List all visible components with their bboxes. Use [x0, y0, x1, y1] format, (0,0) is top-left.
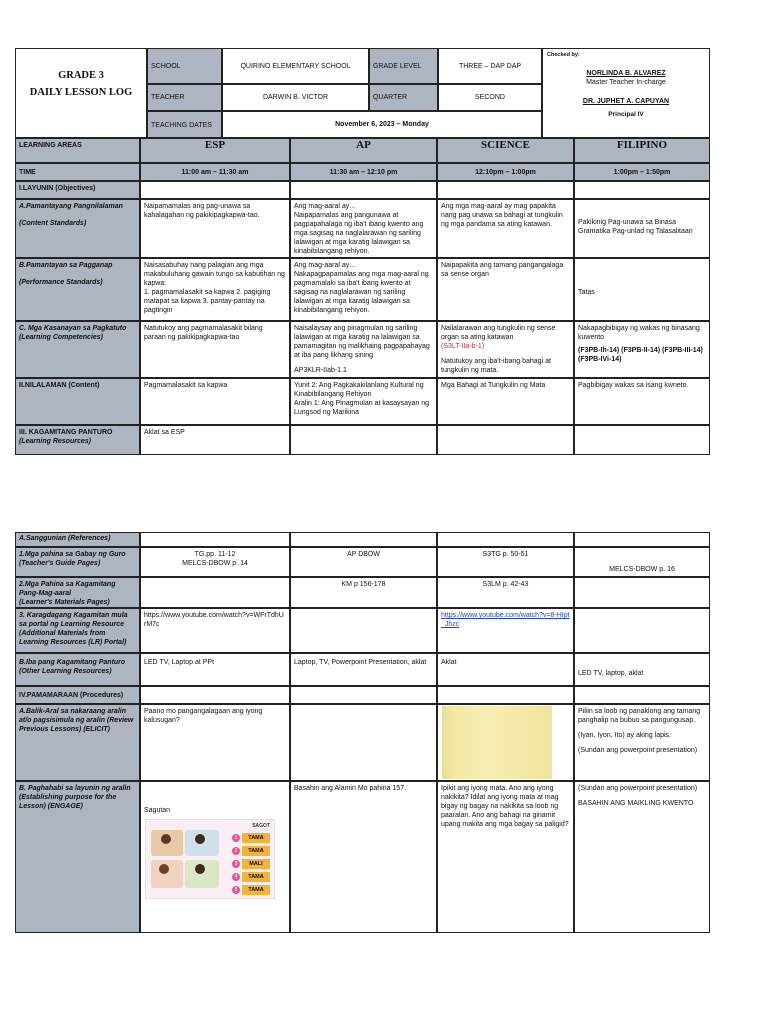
- engage-label: B. Paghahabi sa layunin ng aralin (Establishing purpose for the Lesson) (ENGAGE): [15, 781, 140, 933]
- competencies-filipino-text: Nakapagbibigay ng wakas ng binasang kuwento: [578, 325, 700, 341]
- layunin-filipino: [574, 181, 710, 199]
- nilalaman-esp: Pagmamalasakit sa kapwa: [140, 378, 290, 425]
- review-science: [437, 704, 574, 781]
- checked-by-block: [542, 48, 710, 138]
- teacher-value: DARWIN B. VICTOR: [222, 84, 369, 111]
- teachers-guide-science: S3TG p. 50-51: [437, 547, 574, 577]
- quiz-answer-row: [232, 885, 272, 896]
- review-filipino-text3: (Sundan ang powerpoint presentation): [578, 747, 698, 754]
- competencies-science-text2: Natutukoy ang iba't-ibang bahagi at tungkulin ng mata.: [441, 358, 551, 374]
- nilalaman-label: II.NILALAMAN (Content): [15, 378, 140, 425]
- teachers-guide-label: 1.Mga pahina sa Gabay ng Guro (Teacher's Guide Pages): [15, 547, 140, 577]
- lr-portal-science-link[interactable]: https://www.youtube.com/watch?v=8-HIpt_Jhzc: [437, 608, 574, 653]
- competencies-filipino-codes: (F3PB-Ih-14) (F3PB-II-14) (F3PB-III-14) (F3PB-IVi-14): [578, 347, 703, 363]
- competencies-filipino: [574, 321, 710, 378]
- procedures-science: [437, 686, 574, 704]
- competencies-label: [15, 321, 140, 378]
- learners-materials-science: S3LM p. 42-43: [437, 577, 574, 608]
- kagamitang-esp: Aklat sa ESP: [140, 425, 290, 455]
- quiz-image: [145, 819, 275, 899]
- competencies-ap-text: Naisalaysay ang pinagmulan ng sariling lalawigan at mga karatig na lalawigan sa pamamagitan ng malikhaing pagpapahayag at iba pang likhang sining: [294, 325, 430, 359]
- quarter-label: QUARTER: [369, 84, 438, 111]
- grade-level-label: GRADE LEVEL: [369, 48, 438, 84]
- performance-standards-ap: Ang mag-aaral ay… Nakapagpapamalas ang mga mag-aaral ng pagmamalaki sa iba't ibang kwento at sagisag na naglalarawan ng sariling lalawigan at mga karatig lalawigan sa kinabibilangang rehiyon.: [290, 258, 437, 321]
- teachers-guide-filipino: MELCS-DBOW p. 16: [574, 547, 710, 577]
- engage-filipino-text2: BASAHIN ANG MAIKLING KWENTO: [578, 800, 694, 807]
- teachers-guide-ap: AP DBOW: [290, 547, 437, 577]
- time-ap: 11:30 am – 12:10 pm: [290, 163, 437, 181]
- layunin-esp: [140, 181, 290, 199]
- kids-illustration: [149, 828, 224, 894]
- nilalaman-science: Mga Bahagi at Tungkulin ng Mata: [437, 378, 574, 425]
- review-esp: Paano mo pangangalagaan ang iyong kalusugan?: [140, 704, 290, 781]
- time-esp: 11:00 am – 11:30 am: [140, 163, 290, 181]
- nilalaman-ap: Yunit 2: Ang Pagkakakilanlang Kultural ng Kinabibilangang Rehiyon Aralin 1: Ang Pinagmulan at kasaysayan ng Lungsod ng Marikina: [290, 378, 437, 425]
- kagamitang-title: III. KAGAMITANG PANTURO: [19, 429, 113, 436]
- kagamitang-label: [15, 425, 140, 455]
- procedures-label: IV.PAMAMARAAN (Procedures): [15, 686, 140, 704]
- review-ap: [290, 704, 437, 781]
- teachers-guide-esp: TG.pp. 11-12 MELCS-DBOW p. 14: [140, 547, 290, 577]
- other-resources-label: B.Iba pang Kagamitang Panturo (Other Learning Resources): [15, 653, 140, 686]
- review-science-image: [442, 706, 552, 779]
- kagamitang-ap: [290, 425, 437, 455]
- checker1-name: NORLINDA B. ALVAREZ: [586, 70, 666, 77]
- engage-science: Ipikit ang iyong mata. Ano ang iyong nakikita? Idilat ang iyong mata at mag bigay ng bagay na nakikita sa loob ng paaralan. Ano ang bahagi na ginamit upang makita ang mga bagay sa paligid?: [437, 781, 574, 933]
- quiz-answer-row: [232, 846, 272, 857]
- subject-ap: AP: [290, 138, 437, 163]
- quiz-number: 3: [232, 860, 240, 868]
- quiz-answer-row: [232, 833, 272, 844]
- other-resources-filipino: LED TV, laptop, aklat: [574, 653, 710, 686]
- competencies-ap: [290, 321, 437, 378]
- learners-materials-sub: (Learner's Materials Pages): [19, 599, 110, 606]
- grade-level-value: THREE – DAP DAP: [438, 48, 542, 84]
- teacher-label: TEACHER: [147, 84, 222, 111]
- teaching-dates-label: TEACHING DATES: [147, 111, 222, 138]
- time-science: 12:10pm – 1:00pm: [437, 163, 574, 181]
- quiz-answer: MALI: [242, 859, 270, 869]
- lr-portal-filipino: [574, 608, 710, 653]
- subject-filipino: FILIPINO: [574, 138, 710, 163]
- lr-portal-label: 3. Karagdagang Kagamitan mula sa portal ng Learning Resource (Additional Materials from Learning Resources (LR) Portal): [15, 608, 140, 653]
- review-filipino-text1: Piliin sa loob ng panaklong ang tamang panghalip na bubuo sa pangungusap.: [578, 708, 701, 724]
- performance-standards-sub: (Performance Standards): [19, 279, 103, 286]
- review-filipino: [574, 704, 710, 781]
- sanggunian-filipino: [574, 532, 710, 547]
- competencies-ap-code: AP3KLR-IIab-1.1: [294, 367, 347, 374]
- layunin-ap: [290, 181, 437, 199]
- sanggunian-science: [437, 532, 574, 547]
- other-resources-esp: LED TV, Laptop at PPt: [140, 653, 290, 686]
- grade-title: GRADE 3: [58, 70, 104, 81]
- quiz-number: 4: [232, 873, 240, 881]
- lr-portal-ap: [290, 608, 437, 653]
- performance-standards-filipino: Tatas: [574, 258, 710, 321]
- time-filipino: 1:00pm – 1:50pm: [574, 163, 710, 181]
- engage-filipino: [574, 781, 710, 933]
- content-standards-title: A.Pamantayang Pangnilalaman: [19, 203, 123, 210]
- quiz-answer: TAMA: [242, 872, 270, 882]
- layunin-label: I.LAYUNIN (Objectives): [15, 181, 140, 199]
- sanggunian-ap: [290, 532, 437, 547]
- content-standards-sub: (Content Standards): [19, 220, 87, 227]
- review-filipino-text2: (Iyan, Iyon, Ito) ay aking lapis.: [578, 732, 671, 739]
- competencies-science-code: (S3LT-IIa-b-1): [441, 343, 485, 350]
- lr-portal-esp[interactable]: https://www.youtube.com/watch?v=WFrTdhUrM7c: [140, 608, 290, 653]
- subject-esp: ESP: [140, 138, 290, 163]
- learners-materials-label: [15, 577, 140, 608]
- performance-standards-label: [15, 258, 140, 321]
- other-resources-ap: Laptop, TV, Powerpoint Presentation, aklat: [290, 653, 437, 686]
- learners-materials-filipino: [574, 577, 710, 608]
- quiz-answer-row: [232, 872, 272, 883]
- performance-standards-title: B.Pamantayan sa Pagganap: [19, 262, 113, 269]
- kagamitang-science: [437, 425, 574, 455]
- title-block: [15, 48, 147, 138]
- learners-materials-title: 2.Mga Pahina sa Kagamitang Pang-Mag-aaral: [19, 581, 116, 597]
- competencies-title: C. Mga Kasanayan sa Pagkatuto: [19, 325, 127, 332]
- competencies-science: [437, 321, 574, 378]
- quiz-answer: TAMA: [242, 833, 270, 843]
- kagamitang-sub: (Learning Resources): [19, 438, 91, 445]
- competencies-esp: Natutukoy ang pagmamalasakit bilang paraan ng pakikipagkapwa-tao: [140, 321, 290, 378]
- subject-science: SCIENCE: [437, 138, 574, 163]
- content-standards-filipino: Pakikinig Pag-unawa sa Binasa Gramatika Pag-unlad ng Talasalitaan: [574, 199, 710, 258]
- performance-standards-science: Naipapakita ang tamang pangangalaga sa sense organ: [437, 258, 574, 321]
- engage-esp: [140, 781, 290, 933]
- engage-esp-text: Sagutan: [144, 807, 171, 814]
- checked-by-label: Checked by:: [547, 52, 580, 58]
- quiz-number: 1: [232, 834, 240, 842]
- content-standards-science: Ang mga mag-aaral ay mag papakita nang pag unawa sa bahagi at tungkulin ng mga pandama sa ating katawan.: [437, 199, 574, 258]
- layunin-science: [437, 181, 574, 199]
- sanggunian-esp: [140, 532, 290, 547]
- competencies-science-text: Nailalarawan ang tungkulin ng sense organ sa ating katawan: [441, 325, 556, 341]
- sanggunian-label: A.Sanggunian (References): [15, 532, 140, 547]
- content-standards-ap: Ang mag-aaral ay… Naipapamalas ang pangunawa at pagpapahalaga ng iba't ibang kwento ang mga sagisag na naglalarawan ng sariling lalawigan at mga karatig lalawigan sa kinabibilangang rehiyon.: [290, 199, 437, 258]
- procedures-ap: [290, 686, 437, 704]
- school-value: QUIRINO ELEMENTARY SCHOOL: [222, 48, 369, 84]
- content-standards-label: [15, 199, 140, 258]
- content-standards-esp: Naipamamalas ang pag-unawa sa kahalagahan ng pakikipagkapwa-tao.: [140, 199, 290, 258]
- engage-filipino-text1: (Sundan ang powerpoint presentation): [578, 785, 698, 792]
- learners-materials-esp: [140, 577, 290, 608]
- engage-ap: Basahin ang Alamin Mo pahina 157.: [290, 781, 437, 933]
- quiz-answer: TAMA: [242, 885, 270, 895]
- checker2-name: DR. JUPHET A. CAPUYAN: [582, 98, 670, 105]
- other-resources-science: Aklat: [437, 653, 574, 686]
- kagamitang-filipino: [574, 425, 710, 455]
- quiz-number: 2: [232, 847, 240, 855]
- school-label: SCHOOL: [147, 48, 222, 84]
- review-label: A.Balik-Aral sa nakaraang aralin at/o pagsisimula ng aralin (Review Previous Lessons) (ELICIT): [15, 704, 140, 781]
- checker2-title: Principal IV: [608, 111, 644, 118]
- quiz-answer: TAMA: [242, 846, 270, 856]
- checker1-title: Master Teacher In-charge: [586, 79, 666, 86]
- teaching-dates-value: November 6, 2023 – Monday: [222, 111, 542, 138]
- quiz-answer-row: [232, 859, 272, 870]
- learners-materials-ap: KM p 156-178: [290, 577, 437, 608]
- quarter-value: SECOND: [438, 84, 542, 111]
- daily-lesson-log-title: DAILY LESSON LOG: [29, 87, 133, 98]
- learning-areas-label: LEARNING AREAS: [15, 138, 140, 163]
- performance-standards-esp: Naisasabuhay nang palagian ang mga makabuluhang gawain tungo sa kabutihan ng kapwa: 1. pagmamalasakit sa kapwa 2. pagiging matapat sa kapwa 3. pantay-pantay na pagtingin: [140, 258, 290, 321]
- quiz-number: 5: [232, 886, 240, 894]
- time-label: TIME: [15, 163, 140, 181]
- quiz-header: SAGOT: [252, 823, 270, 829]
- procedures-filipino: [574, 686, 710, 704]
- competencies-sub: (Learning Competencies): [19, 334, 104, 341]
- procedures-esp: [140, 686, 290, 704]
- nilalaman-filipino: Pagbibigay wakas sa isang kwneto.: [574, 378, 710, 425]
